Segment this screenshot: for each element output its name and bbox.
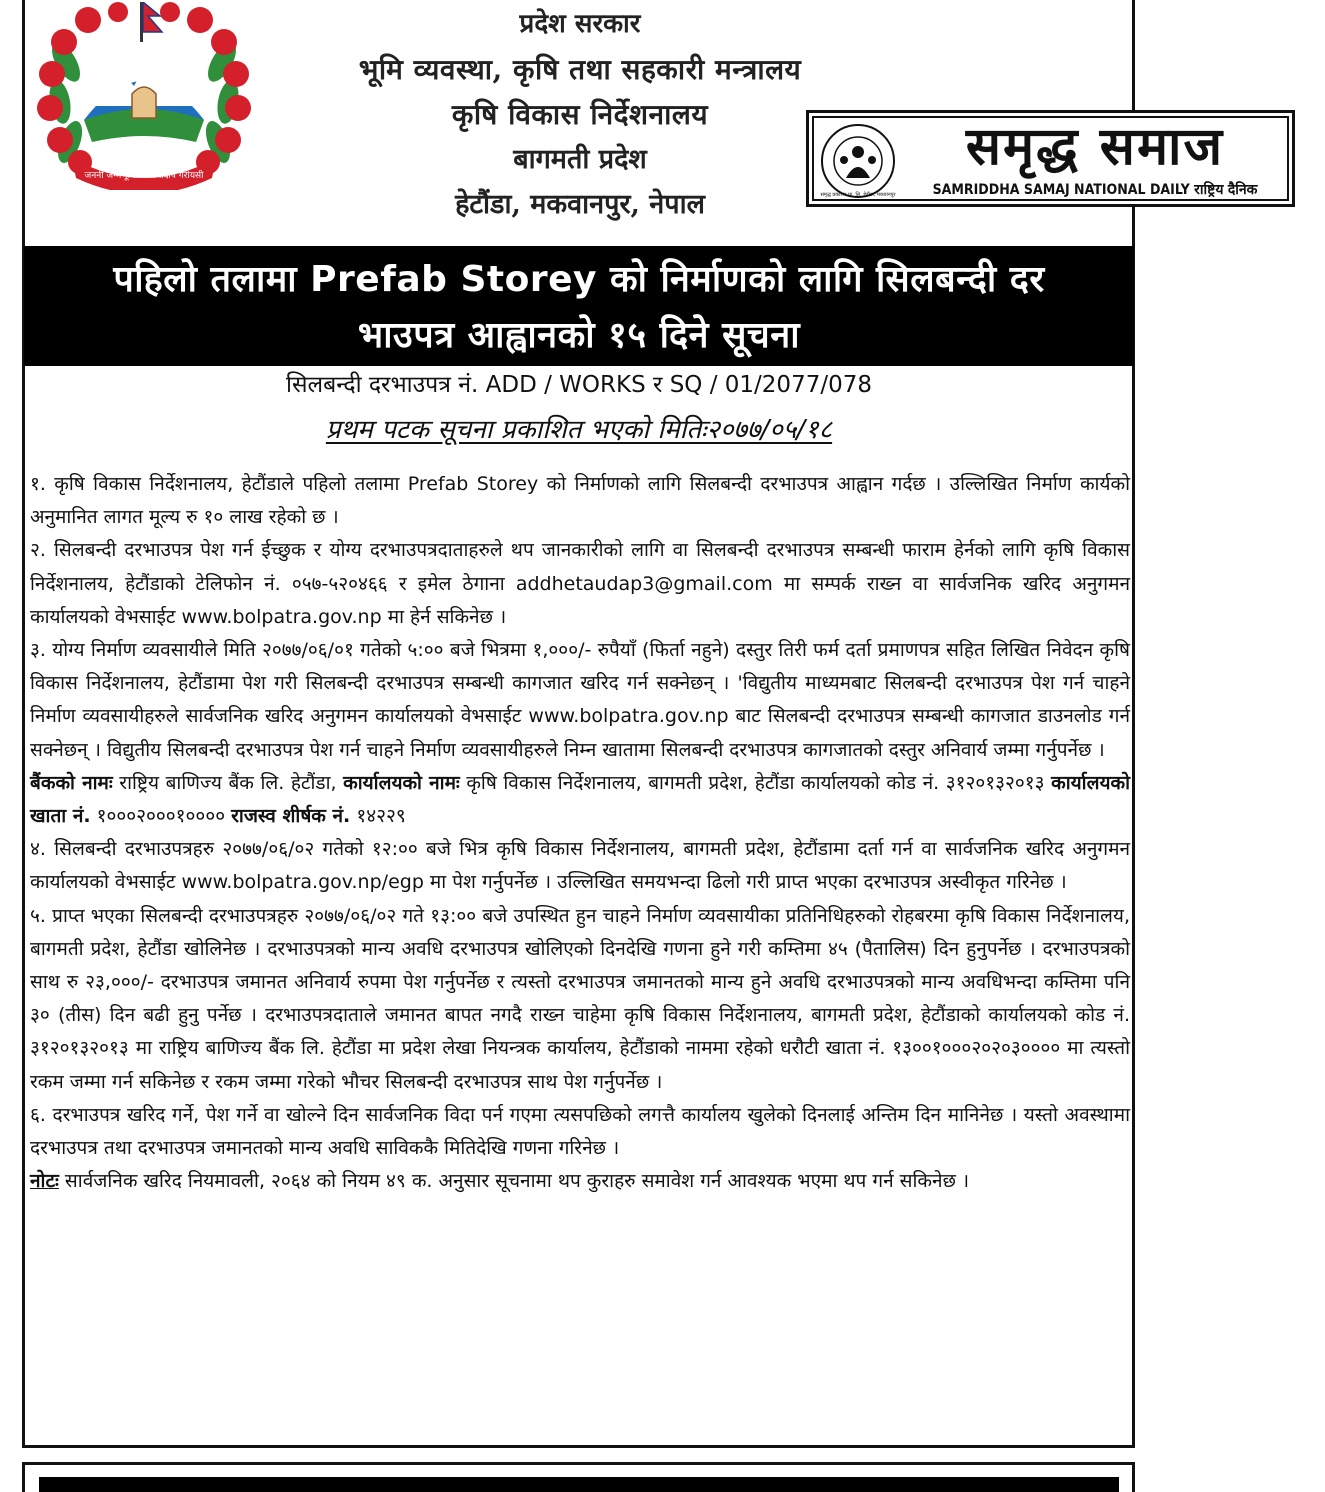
bank-name-value: राष्ट्रिय बाणिज्य बैंक लि. हेटौंडा,	[112, 771, 344, 794]
clause-1: १. कृषि विकास निर्देशनालय, हेटौंडाले पहिलो तलामा Prefab Storey को निर्माणको लागि सिलबन्दी दरभाउपत्र आह्वान गर्दछ । उल्लिखित निर्माण कार्यको अनुमानित लागत मूल्य रु १० लाख रहेको छ ।	[30, 473, 1130, 529]
office-name-value: कृषि विकास निर्देशनालय, बागमती प्रदेश, हेटौंडा कार्यालयको कोड नं. ३१२०१३२०१३	[459, 771, 1052, 794]
revenue-heading-value: १४२२९	[350, 805, 406, 828]
newspaper-title: समृद्ध समाज	[965, 117, 1225, 177]
clause-2: २. सिलबन्दी दरभाउपत्र पेश गर्न ईच्छुक र योग्य दरभाउपत्रदाताहरुले थप जानकारीको लागि वा सिलबन्दी दरभाउपत्र सम्बन्धी फाराम हेर्नको लागि कृषि विकास निर्देशनालय, हेटौंडाको टेलिफोन नं. ०५७-५२०४६६ र इमेल ठेगाना addhetaudap3@gmail.com मा सम्पर्क राख्न वा सार्वजनिक खरिद अनुगमन कार्यालयको वेभसाईट www.bolpatra.gov.np मा हेर्न सकिनेछ ।	[30, 539, 1130, 628]
newspaper-subtitle: SAMRIDDHA SAMAJ NATIONAL DAILY राष्ट्रिय दैनिक	[932, 182, 1258, 198]
office-line-province: बागमती प्रदेश	[513, 144, 647, 175]
next-notice-box	[22, 1462, 1135, 1492]
clause-5: ५. प्राप्त भएका सिलबन्दी दरभाउपत्रहरु २०७७/०६/०२ गते १३:०० बजे उपस्थित हुन चाहने निर्माण व्यवसायीका प्रतिनिधिहरुको रोहबरमा कृषि विकास निर्देशनालय, बागमती प्रदेश, हेटौंडा खोलिनेछ । दरभाउपत्रको मान्य अवधि दरभाउपत्र खोलिएको दिनदेखि गणना हुने गरी कम्तिमा ४५ (पैतालिस) दिन हुनुपर्नेछ । दरभाउपत्रको साथ रु २३,०००/- दरभाउपत्र जमानत अनिवार्य रुपमा पेश गर्नुपर्नेछ र त्यस्तो दरभाउपत्र जमानतको मान्य हुने अवधि दरभाउपत्रको मान्य अवधिभन्दा कम्तिमा पनि ३० (तीस) दिन बढी हुनु पर्नेछ । दरभाउपत्रदाताले जमानत बापत नगदै राख्न चाहेमा कृषि विकास निर्देशनालय, बागमती प्रदेश, हेटौंडाको कार्यालयको कोड नं. ३१२०१३२०१३ मा राष्ट्रिय बाणिज्य बैंक लि. हेटौंडा मा प्रदेश लेखा नियन्त्रक कार्यालय, हेटौंडाको नाममा रहेको धरौटी खाता नं. १३००१०००२०२०३०००० मा त्यस्तो रकम जम्मा गर्न सकिनेछ र रकम जम्मा गरेको भौचर सिलबन्दी दरभाउपत्र साथ पेश गर्नुपर्नेछ ।	[30, 904, 1131, 1093]
nepal-emblem-icon	[36, 2, 252, 190]
notice-body	[30, 468, 1130, 1198]
clause-3: ३. योग्य निर्माण व्यवसायीले मिति २०७७/०६/०१ गतेको ५:०० बजे भित्रमा १,०००/- रुपैयाँ (फिर्ता नहुने) दस्तुर तिरी फर्म दर्ता प्रमाणपत्र सहित लिखित निवेदन कृषि विकास निर्देशनालय, हेटौंडामा पेश गरी सिलबन्दी दरभाउपत्र सम्बन्धी कागजात खरिद गर्न सक्नेछन् । 'विद्युतीय माध्यमबाट सिलबन्दी दरभाउपत्र पेश गर्न चाहने निर्माण व्यवसायीहरुले सार्वजनिक खरिद अनुगमन कार्यालयको वेभसाईट www.bolpatra.gov.np बाट सिलबन्दी दरभाउपत्र सम्बन्धी कागजात डाउनलोड गर्न सक्नेछन् । विद्युतीय सिलबन्दी दरभाउपत्र पेश गर्न चाहने निर्माण व्यवसायीहरुले निम्न खातामा सिलबन्दी दरभाउपत्र कागजातको दस्तुर अनिवार्य जम्मा गर्नुपर्नेछ ।	[30, 639, 1130, 761]
office-account-label: कार्यालयको खाता नं.	[30, 771, 1130, 828]
note-label: नोटः	[30, 1170, 59, 1193]
newspaper-masthead	[806, 110, 1295, 207]
note	[30, 1165, 1130, 1198]
office-account-value: १०००२०००१००००	[90, 805, 232, 828]
office-line-province-government: प्रदेश सरकार	[519, 9, 641, 39]
emblem-motto: जननी जन्मभूमिश्च स्वर्गादपि गरीयसी	[84, 171, 204, 181]
clause-6: ६. दरभाउपत्र खरिद गर्ने, पेश गर्ने वा खोल्ने दिन सार्वजनिक विदा पर्न गएमा त्यसपछिको लगत्तै कार्यालय खुलेको दिनलाई अन्तिम दिन मानिनेछ । यस्तो अवस्थामा दरभाउपत्र तथा दरभाउपत्र जमानतको मान्य अवधि साविककै मितिदेखि गणना गरिनेछ ।	[30, 1103, 1130, 1160]
clause-4: ४. सिलबन्दी दरभाउपत्रहरु २०७७/०६/०२ गतेको १२:०० बजे भित्र कृषि विकास निर्देशनालय, बागमती प्रदेश, हेटौंडामा दर्ता गर्न वा सार्वजनिक खरिद अनुगमन कार्यालयको वेभसाईट www.bolpatra.gov.np/egp मा पेश गर्नुपर्नेछ । उल्लिखित समयभन्दा ढिलो गरी प्राप्त भएका दरभाउपत्र अस्वीकृत गरिनेछ ।	[30, 838, 1130, 894]
bid-reference-number: सिलबन्दी दरभाउपत्र नं. ADD / WORKS र SQ / 01/2077/078	[286, 372, 872, 398]
notice-title-line-1: पहिलो तलामा Prefab Storey को निर्माणको लागि सिलबन्दी दर	[113, 259, 1045, 300]
revenue-heading-label: राजस्व शीर्षक नं.	[231, 805, 351, 828]
newspaper-logo-icon	[818, 122, 898, 200]
office-line-directorate: कृषि विकास निर्देशनालय	[451, 98, 709, 131]
notice-title-line-2: भाउपत्र आह्वानको १५ दिने सूचना	[357, 315, 801, 356]
newspaper-logo-text: समृद्ध प्रकाशन प्रा. लि. हेटौंडा, मकवानपुर	[820, 192, 896, 198]
bank-details	[30, 767, 1130, 833]
note-text: सार्वजनिक खरिद नियमावली, २०६४ को नियम ४९ क. अनुसार सूचनामा थप कुराहरु समावेश गर्न आवश्यक भएमा थप गर्न सकिनेछ ।	[58, 1170, 970, 1193]
next-notice-banner	[39, 1477, 1119, 1492]
office-header	[270, 2, 890, 227]
office-name-label: कार्यालयको नामः	[343, 771, 460, 794]
bank-name-label: बैंकको नामः	[30, 771, 113, 794]
notice-title-banner	[24, 246, 1134, 366]
publication-date-text: प्रथम पटक सूचना प्रकाशित भएको मितिः२०७७/०५/१८	[325, 415, 833, 445]
office-line-ministry: भूमि व्यवस्था, कृषि तथा सहकारी मन्त्रालय	[358, 53, 802, 86]
office-line-address: हेटौंडा, मकवानपुर, नेपाल	[455, 189, 705, 220]
publication-date	[24, 410, 1134, 450]
